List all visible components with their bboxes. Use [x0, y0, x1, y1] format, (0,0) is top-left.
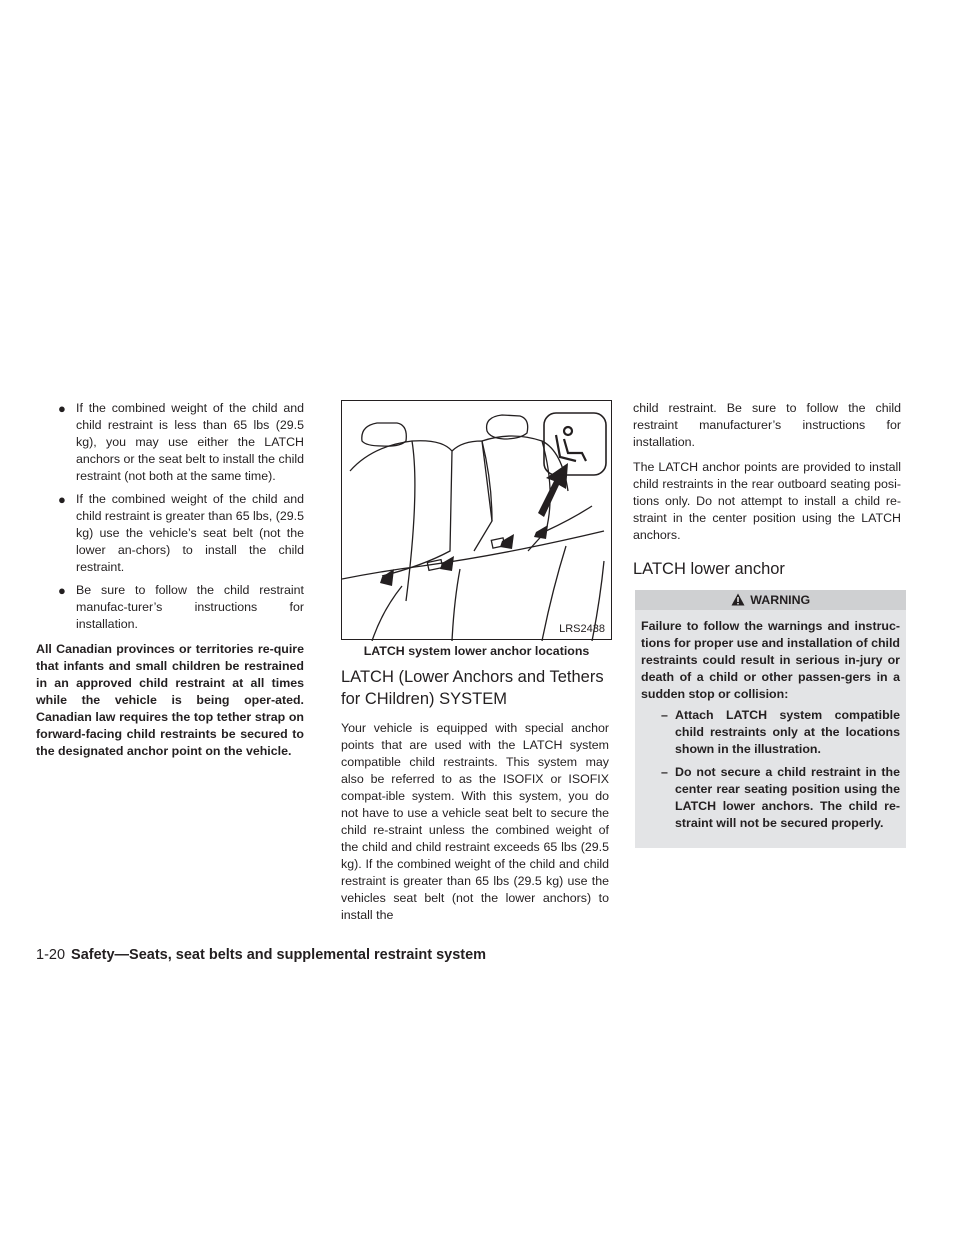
warning-list — [641, 707, 900, 832]
anchor-points-paragraph: The LATCH anchor points are provided to install child restraints in the rear outboard seating posi-tions only. Do not attempt to install a child re-straint in the center position using the LATCH anchors. — [633, 460, 901, 542]
latch-system-paragraph: Your vehicle is equipped with special anchor points that are used with the LATCH system compatible child restraints. This system may also be referred to as the ISOFIX or ISOFIX compat-ible system. With this system, you do not have to use a vehicle seat belt to secure the child re-straint unless the combined weight of the child and child restraint exceeds 65 lbs (29.5 kg). If the combined weight of the child and child restraint is greater than 65 lbs (29.5 kg) use the vehicles seat belt (not the lower anchors) to install the — [341, 721, 609, 922]
warning-title: WARNING — [750, 593, 811, 607]
child-seat-anchor-icon — [556, 427, 586, 461]
list-item: ● If the combined weight of the child and child restraint is greater than 65 lbs, (29.5 kg) use the vehicle’s seat belt (not the lower an-chors) to install the child restraint. — [58, 492, 304, 574]
warning-triangle-icon — [731, 593, 745, 606]
warning-box — [635, 590, 906, 848]
latch-illustration — [341, 400, 612, 640]
weight-bullet-list — [36, 400, 304, 633]
latch-lower-anchor-heading: LATCH lower anchor — [633, 560, 785, 578]
list-item: – Do not secure a child restraint in the center rear seating position using the LATCH lower anchors. The child re-straint will not be secured properly. — [661, 765, 900, 830]
list-item: ● Be sure to follow the child restraint manufac-turer’s instructions for installation. — [58, 583, 304, 631]
warning-header — [635, 590, 906, 610]
canadian-law-paragraph: All Canadian provinces or territories re-quire that infants and small children be restrained in an approved child restraint at all times while the vehicle is being oper-ated. Canadian law requires the top tether strap on forward-facing child restraints be secured to the designated anchor point on the vehicle. — [36, 642, 304, 758]
bullet-icon: ● — [58, 492, 66, 507]
warning-text: Failure to follow the warnings and instruc-tions for proper use and installation of child restraints could result in serious in-jury or death of a child or other passen-gers in a sudden stop or collision: — [641, 619, 900, 701]
page-footer — [36, 947, 486, 963]
continued-paragraph: child restraint. Be sure to follow the child restraint manufacturer’s instructions for installation. — [633, 401, 901, 449]
figure-caption: LATCH system lower anchor locations — [363, 644, 590, 658]
right-column — [633, 400, 901, 848]
list-item: – Attach LATCH system compatible child restraints only at the locations shown in the illustration. — [661, 708, 900, 756]
bullet-icon: ● — [58, 583, 66, 598]
left-column — [36, 400, 304, 760]
middle-column — [341, 400, 609, 932]
figure-code: LRS2438 — [559, 623, 605, 635]
page-number: 1-20 — [36, 947, 66, 963]
latch-system-heading: LATCH (Lower Anchors and Tethers for CHildren) SYSTEM — [341, 668, 604, 708]
list-item: ● If the combined weight of the child and child restraint is less than 65 lbs (29.5 kg), you may use either the LATCH anchors or the seat belt to install the child restraint (not both at the same time). — [58, 401, 304, 483]
bullet-icon: ● — [58, 401, 66, 416]
rear-seat-drawing — [342, 401, 613, 641]
chapter-title: Safety—Seats, seat belts and supplemental restraint system — [71, 947, 487, 963]
